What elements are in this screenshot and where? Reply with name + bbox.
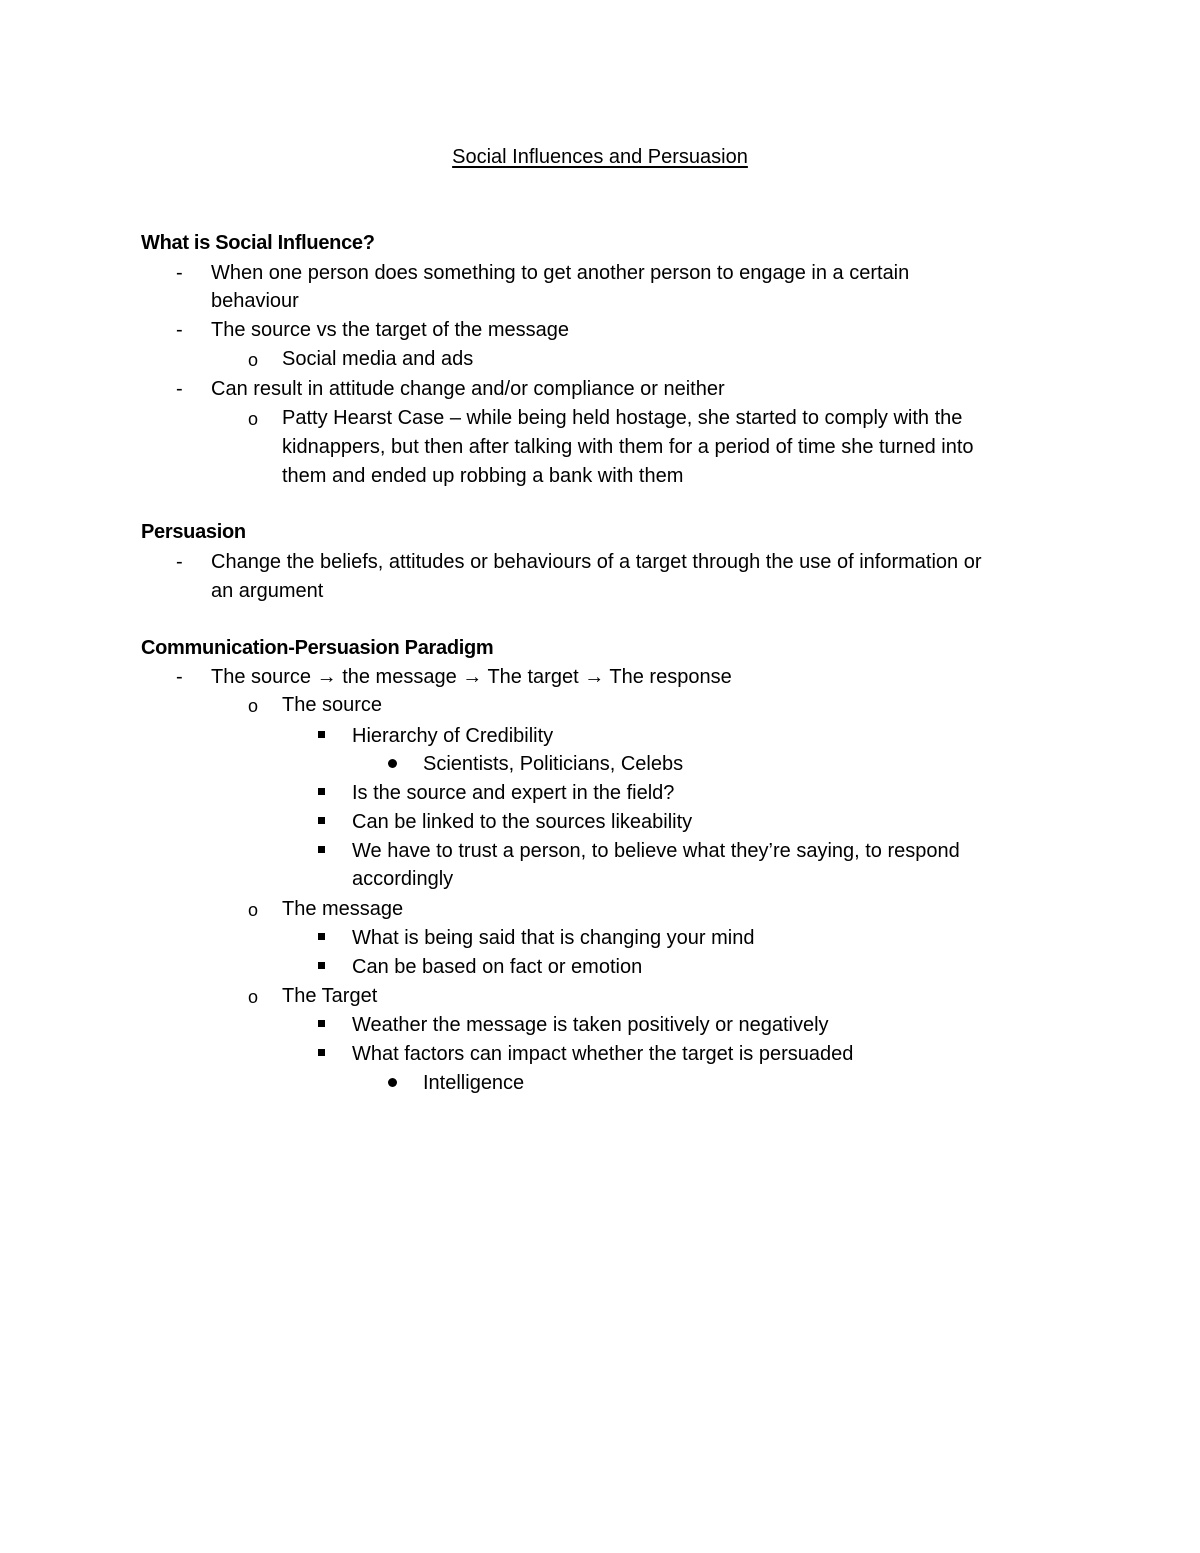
arrow-icon: → — [316, 666, 337, 688]
list-item: Is the source and expert in the field? — [352, 782, 675, 804]
list-item: What is being said that is changing your mind — [352, 927, 755, 949]
list-item-continuation: an argument — [211, 580, 324, 602]
square-bullet-icon — [318, 817, 325, 824]
list-item: Intelligence — [423, 1072, 525, 1094]
list-item: Social media and ads — [282, 348, 474, 370]
flow-step-source: The source — [211, 666, 312, 688]
list-item-continuation: kidnappers, but then after talking with them for a period of time she turned into — [282, 436, 974, 458]
arrow-icon: → — [584, 666, 605, 688]
circle-bullet: o — [248, 900, 259, 920]
dash-bullet: - — [176, 262, 183, 284]
flow-step-message: the message — [342, 666, 457, 688]
dash-bullet: - — [176, 319, 183, 341]
dash-bullet: - — [176, 551, 183, 573]
list-item-continuation: accordingly — [352, 868, 454, 890]
list-item: Scientists, Politicians, Celebs — [423, 753, 684, 775]
square-bullet-icon — [318, 962, 325, 969]
flow-step-target: The target — [487, 666, 579, 688]
list-item: Weather the message is taken positively or negatively — [352, 1014, 829, 1036]
square-bullet-icon — [318, 1049, 325, 1056]
list-item: What factors can impact whether the target is persuaded — [352, 1043, 854, 1065]
document-title: Social Influences and Persuasion — [452, 146, 748, 168]
list-item: The source — [282, 694, 383, 716]
square-bullet-icon — [318, 1020, 325, 1027]
circle-bullet: o — [248, 987, 259, 1007]
list-item: Patty Hearst Case – while being held hostage, she started to comply with the — [282, 407, 963, 429]
circle-bullet: o — [248, 350, 259, 370]
dot-bullet-icon — [388, 1078, 397, 1087]
section-heading-persuasion: Persuasion — [141, 521, 246, 543]
section-heading-communication-persuasion-paradigm: Communication-Persuasion Paradigm — [141, 637, 494, 659]
flow-step-response: The response — [609, 666, 732, 688]
circle-bullet: o — [248, 409, 259, 429]
square-bullet-icon — [318, 846, 325, 853]
list-item: Can be linked to the sources likeability — [352, 811, 693, 833]
list-item: Change the beliefs, attitudes or behaviours of a target through the use of information or — [211, 551, 982, 573]
circle-bullet: o — [248, 696, 259, 716]
dash-bullet: - — [176, 378, 183, 400]
list-item: Can be based on fact or emotion — [352, 956, 643, 978]
list-item: The message — [282, 898, 404, 920]
square-bullet-icon — [318, 731, 325, 738]
section-heading-social-influence: What is Social Influence? — [141, 232, 375, 254]
arrow-icon: → — [462, 666, 483, 688]
list-item: When one person does something to get another person to engage in a certain — [211, 262, 910, 284]
square-bullet-icon — [318, 788, 325, 795]
list-item-continuation: them and ended up robbing a bank with them — [282, 465, 684, 487]
square-bullet-icon — [318, 933, 325, 940]
list-item: We have to trust a person, to believe what they’re saying, to respond — [352, 840, 960, 862]
list-item: The source vs the target of the message — [211, 319, 569, 341]
list-item: The Target — [282, 985, 378, 1007]
list-item-continuation: behaviour — [211, 290, 299, 312]
list-item: Hierarchy of Credibility — [352, 725, 554, 747]
dot-bullet-icon — [388, 759, 397, 768]
dash-bullet: - — [176, 666, 183, 688]
paradigm-flow — [211, 663, 732, 691]
list-item: Can result in attitude change and/or compliance or neither — [211, 378, 725, 400]
